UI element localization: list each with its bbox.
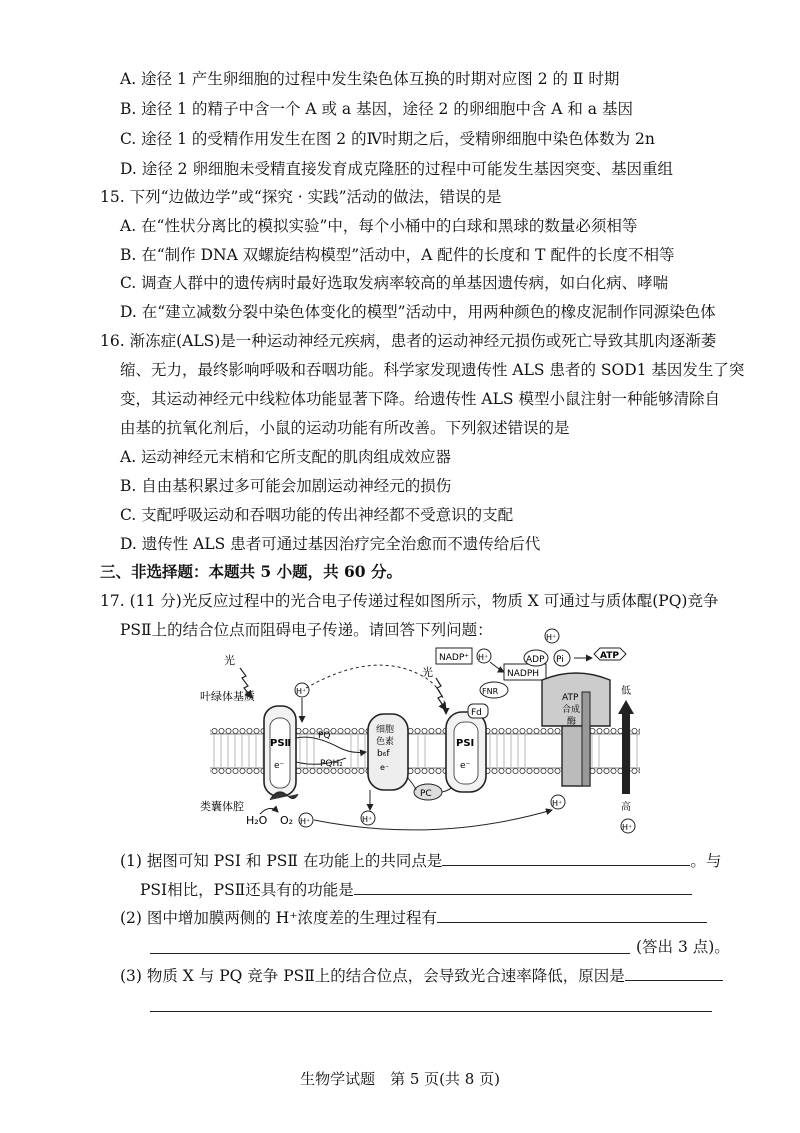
atp-label: ATP <box>600 651 620 661</box>
q16-option-a: A. 运动神经元末梢和它所支配的肌肉组成效应器 <box>120 448 452 466</box>
psii-complex <box>264 706 298 800</box>
fd-label: Fd <box>471 708 482 718</box>
page-footer: 生物学试题 第 5 页(共 8 页) <box>300 1070 500 1088</box>
q17-subq2-answer-blank-2[interactable] <box>150 953 630 954</box>
q17-subq2-answer-blank-1[interactable] <box>437 908 707 923</box>
q15-option-a: A. 在“性状分离比的模拟实验”中，每个小桶中的白球和黑球的数量必须相等 <box>120 217 638 235</box>
nadph-label: NADPH <box>507 669 540 679</box>
q17-subq1-text: (1) 据图可知 PSⅠ 和 PSⅡ 在功能上的共同点是 <box>120 852 443 870</box>
atpase-label-3: 酶 <box>567 717 577 727</box>
q14-option-d: D. 途径 2 卵细胞未受精直接发育成克隆胚的过程中可能发生基因突变、基因重组 <box>120 160 673 178</box>
h-ion-lumen-2-label: H⁺ <box>362 815 373 824</box>
q16-option-c: C. 支配呼吸运动和吞咽功能的传出神经都不受意识的支配 <box>120 506 514 524</box>
low-label: 低 <box>621 686 631 697</box>
q17-subq1-answer-blank-2[interactable] <box>354 880 692 895</box>
pi-label: Pi <box>556 655 564 665</box>
pqh2-label: PQH₂ <box>320 759 343 769</box>
stroma-label: 叶绿体基质 <box>200 690 255 703</box>
q16-option-d: D. 遗传性 ALS 患者可通过基因治疗完全治愈而不遗传给后代 <box>120 535 541 553</box>
electron-transport-diagram <box>190 628 650 840</box>
h-ion-stroma-2-label: H⁺ <box>478 653 489 662</box>
atpase-label-2: 合成 <box>562 705 581 715</box>
q16-stem-line-2: 缩、无力，最终影响呼吸和吞咽功能。科学家发现遗传性 ALS 患者的 SOD1 基因发生了突 <box>120 361 745 379</box>
q17-subq3-line-1 <box>120 965 723 987</box>
h-ion-stroma-3-label: H⁺ <box>546 633 557 642</box>
nadp-label: NADP⁺ <box>439 653 469 663</box>
q15-option-d: D. 在“建立减数分裂中染色体变化的模型”活动中，用两种颜色的橡皮泥制作同源染色体 <box>120 303 716 321</box>
h-ion-lumen-3-label: H⁺ <box>552 799 563 808</box>
q16-stem-line-1: 16. 渐冻症(ALS)是一种运动神经元疾病，患者的运动神经元损伤或死亡导致其肌肉逐渐萎 <box>100 332 717 350</box>
nadph-arrow <box>490 662 504 672</box>
gradient-arrow <box>618 700 634 794</box>
q17-subq2-text: (2) 图中增加膜两侧的 H⁺浓度差的生理过程有 <box>120 909 438 927</box>
q16-option-b: B. 自由基积累过多可能会加剧运动神经元的损伤 <box>120 477 452 495</box>
cyt-label-2: 色素 <box>376 737 395 747</box>
h-ion-stroma-1-label: H⁺ <box>296 687 307 696</box>
pc-label: PC <box>420 789 432 799</box>
oxygen-label: O₂ <box>280 814 294 827</box>
psii-electron: e⁻ <box>274 761 285 771</box>
q17-stem-line-1: 17. (11 分)光反应过程中的光合电子传递过程如图所示，物质 X 可通过与质体醌(PQ)竞争 <box>100 592 719 610</box>
light-label-2: 光 <box>422 666 433 679</box>
light-arrow-2 <box>436 678 446 710</box>
h-ion-lumen-4-label: H⁺ <box>622 823 633 832</box>
lumen-label: 类囊体腔 <box>200 800 244 813</box>
q17-subq1-line-1 <box>120 850 721 872</box>
q17-subq1-b-text: PSⅠ相比，PSⅡ还具有的功能是 <box>140 881 354 899</box>
cyt-electron: e⁻ <box>380 763 390 772</box>
fnr-label: FNR <box>482 687 499 696</box>
atpase-label-1: ATP <box>562 693 579 703</box>
h-ion-lumen-1-label: H⁺ <box>300 817 311 826</box>
q15-option-b: B. 在“制作 DNA 双螺旋结构模型”活动中，A 配件的长度和 T 配件的长度不相等 <box>120 246 675 264</box>
cytochrome-complex <box>368 714 408 790</box>
psi-label: PSⅠ <box>456 738 475 749</box>
q17-subq1-end: 。与 <box>690 852 722 870</box>
q15-stem: 15. 下列“边做边学”或“探究 · 实践”活动的做法，错误的是 <box>100 188 502 206</box>
pq-arrow <box>296 737 366 752</box>
lumen-proton-arrow <box>314 810 552 830</box>
pq-label: PQ <box>318 731 331 741</box>
q17-subq1-answer-blank-1[interactable] <box>442 851 690 866</box>
water-label: H₂O <box>246 814 268 827</box>
q14-option-b: B. 途径 1 的精子中含一个 A 或 a 基因，途径 2 的卵细胞中含 A 和 a 基因 <box>120 100 633 118</box>
q15-option-c: C. 调查人群中的遗传病时最好选取发病率较高的单基因遗传病，如白化病、哮喘 <box>120 274 669 292</box>
q17-subq3-answer-blank-2[interactable] <box>150 1011 712 1012</box>
q17-subq3-text: (3) 物质 X 与 PQ 竞争 PSⅡ上的结合位点，会导致光合速率降低，原因是 <box>120 967 625 985</box>
q14-option-a: A. 途径 1 产生卵细胞的过程中发生染色体互换的时期对应图 2 的 Ⅱ 时期 <box>120 70 620 88</box>
high-label: 高 <box>621 802 631 813</box>
adp-label: ADP <box>526 655 545 665</box>
psi-electron: e⁻ <box>460 761 471 771</box>
q16-stem-line-4: 由基的抗氧化剂后，小鼠的运动功能有所改善。下列叙述错误的是 <box>120 419 570 437</box>
q17-subq3-answer-blank-1[interactable] <box>625 966 723 981</box>
cyt-label-3: b₆f <box>377 749 390 759</box>
cyt-label-1: 细胞 <box>376 725 395 735</box>
q17-subq1-line-2 <box>140 879 692 901</box>
section-heading: 三、非选择题：本题共 5 小题，共 60 分。 <box>100 562 402 581</box>
q17-subq2-note: (答出 3 点)。 <box>636 938 730 956</box>
light-label-1: 光 <box>224 654 235 667</box>
q14-option-c: C. 途径 1 的受精作用发生在图 2 的Ⅳ时期之后，受精卵细胞中染色体数为 2n <box>120 130 655 148</box>
psii-label: PSⅡ <box>270 738 292 749</box>
q16-stem-line-3: 变，其运动神经元中线粒体功能显著下降。给遗传性 ALS 模型小鼠注射一种能够清除自 <box>120 390 720 408</box>
psi-complex <box>446 712 486 792</box>
q17-stem-line-2: PSⅡ上的结合位点而阻碍电子传递。请回答下列问题： <box>120 621 493 639</box>
q17-subq2-line-1 <box>120 907 707 929</box>
